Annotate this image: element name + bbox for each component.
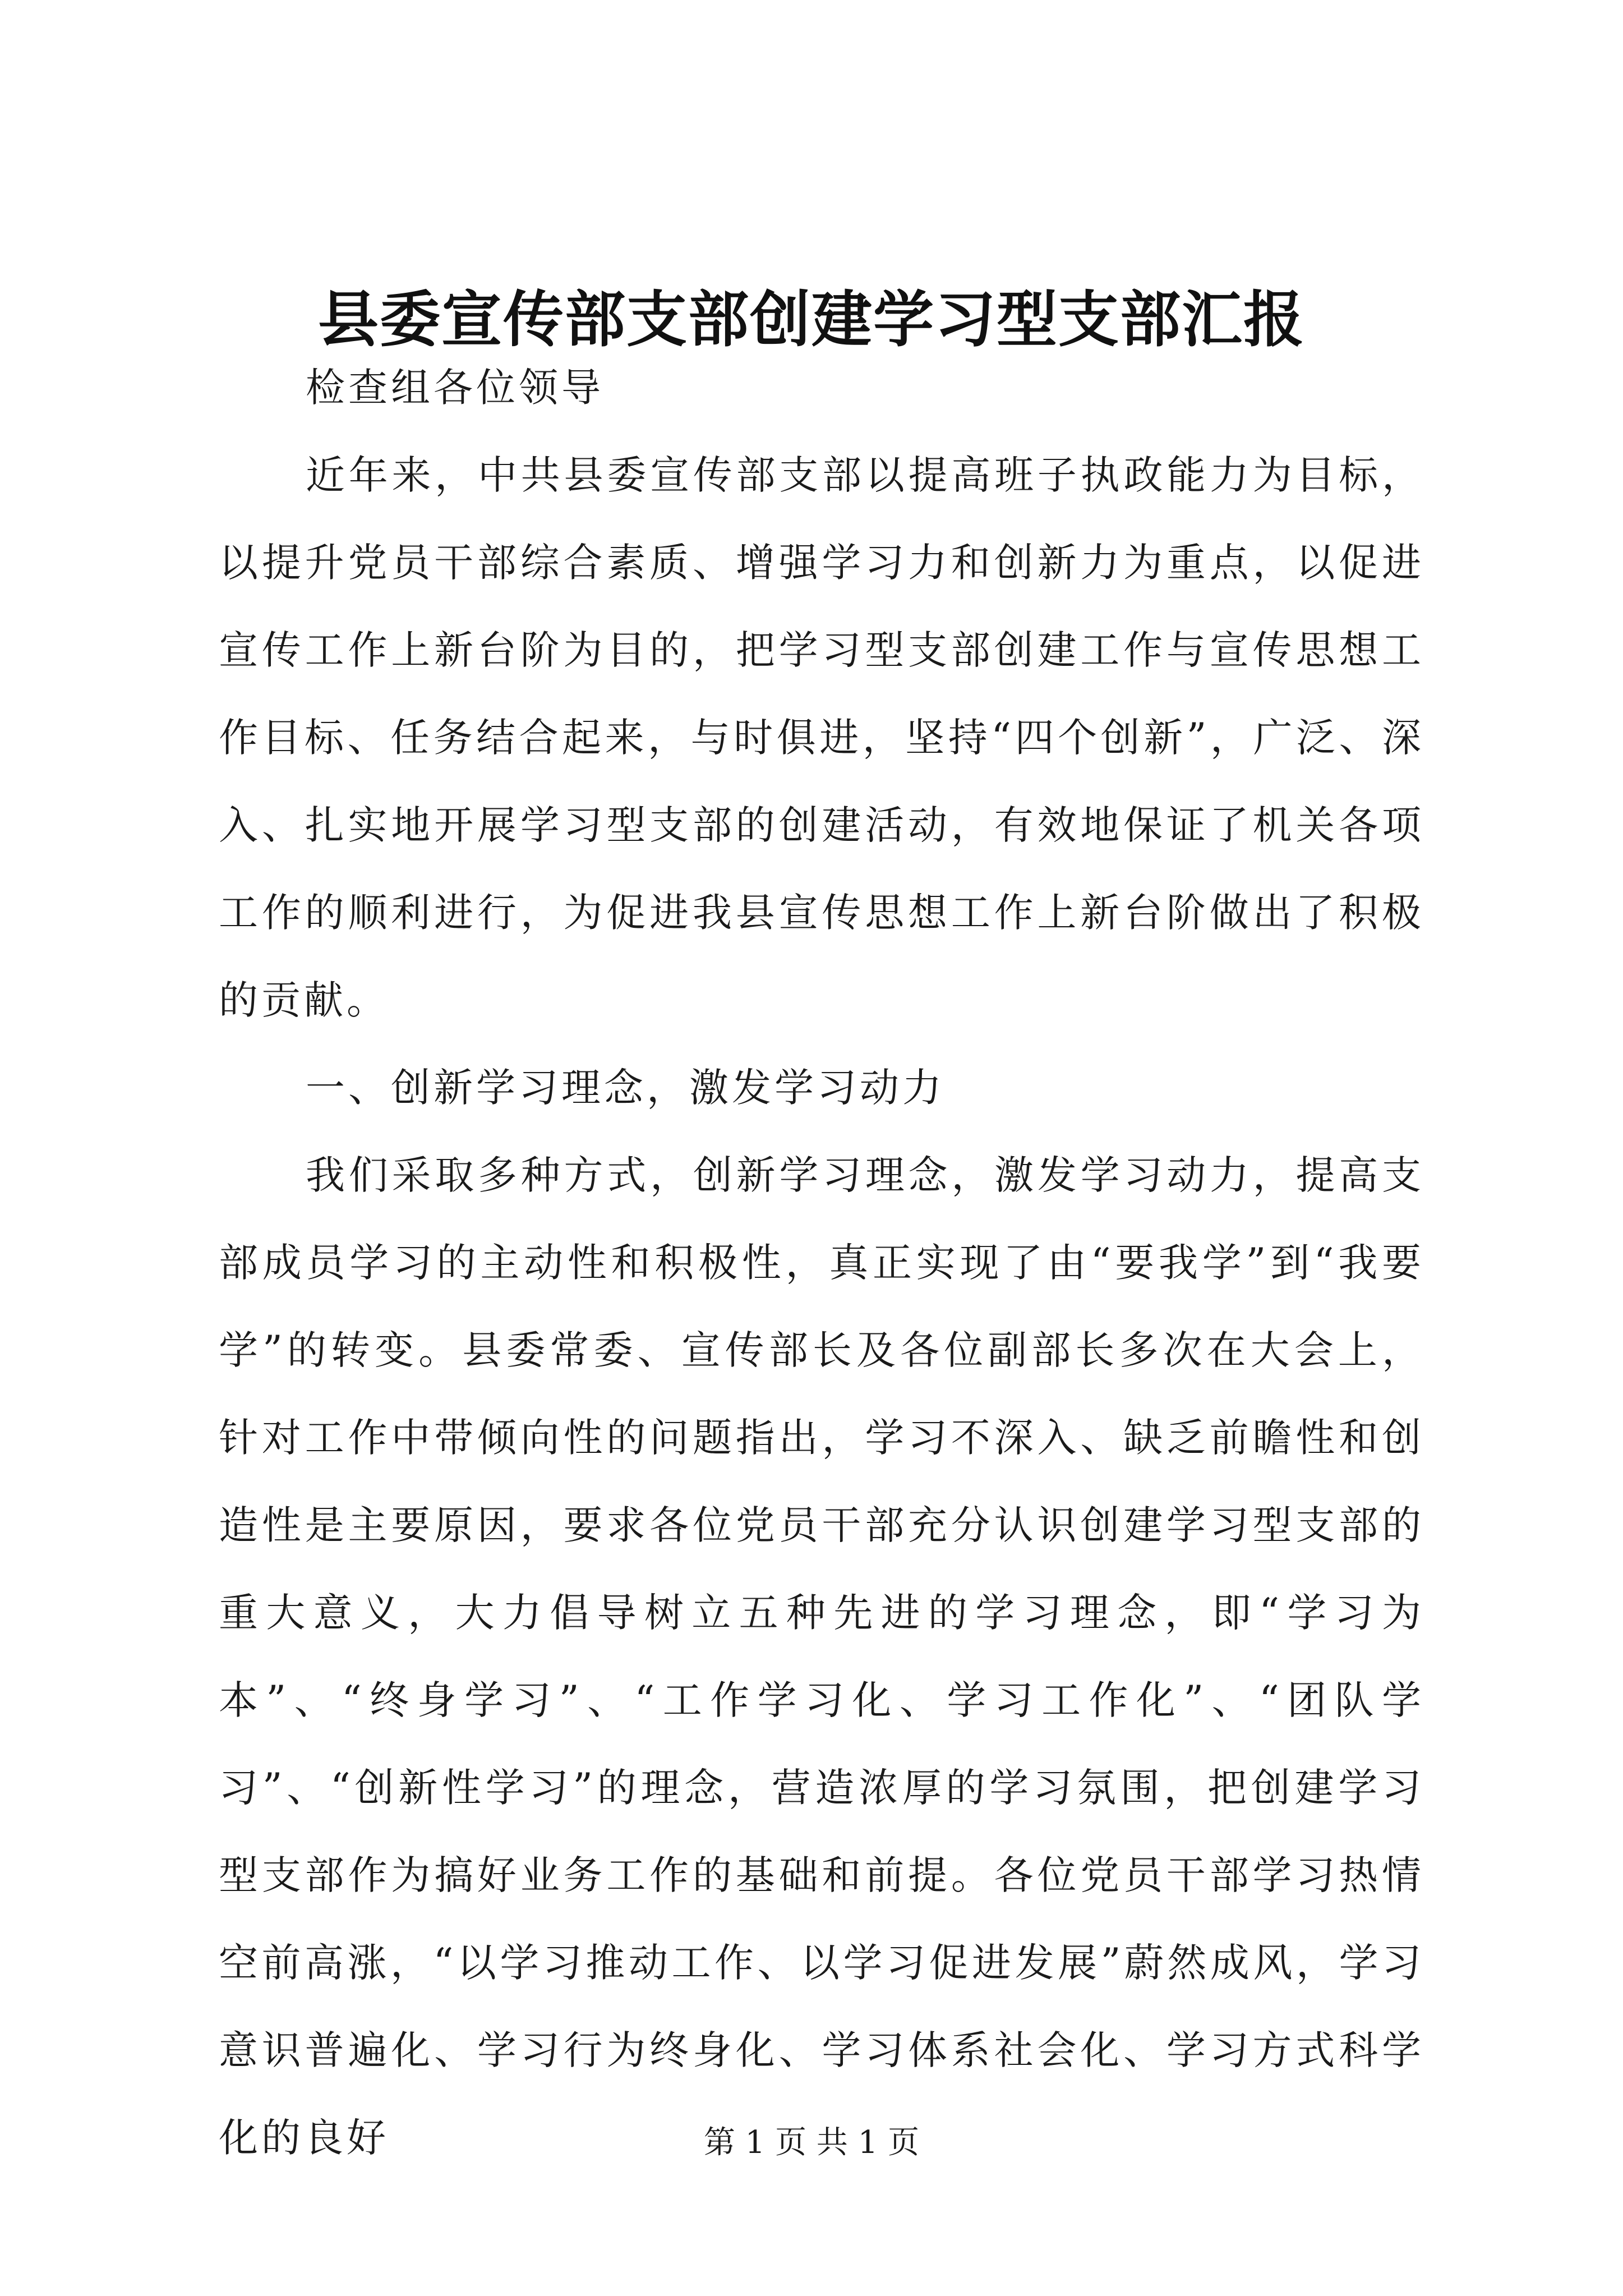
page-number-footer: 第 1 页 共 1 页 <box>703 2124 920 2161</box>
paragraph-section-1: 我们采取多种方式，创新学习理念，激发学习动力，提高支部成员学习的主动性和积极性，真正实现了由“要我学”到“我要学”的转变。县委常委、宣传部长及各位副部长多次在大会上，针对工作中带倾向性的问题指出，学习不深入、缺乏前瞻性和创造性是主要原因，要求各位党员干部充分认识创建学习型支部的重大意义，大力倡导树立五种先进的学习理念，即“学习为本”、“终身学习”、“工作学习化、学习工作化”、“团队学习”、“创新性学习”的理念，营造浓厚的学习氛围，把创建学习型支部作为搞好业务工作的基础和前提。各位党员干部学习热情空前高涨，“以学习推动工作、以学习促进发展”蔚然成风，学习意识普遍化、学习行为终身化、学习体系社会化、学习方式科学化的良好 <box>219 1152 1424 2161</box>
document-title: 县委宣传部支部创建学习型支部汇报 <box>317 284 1305 355</box>
section-heading-1: 一、创新学习理念，激发学习动力 <box>306 1065 945 1111</box>
paragraph-intro: 近年来，中共县委宣传部支部以提高班子执政能力为目标，以提升党员干部综合素质、增强学习力和创新力为重点，以促进宣传工作上新台阶为目的，把学习型支部创建工作与宣传思想工作目标、任务结合起来，与时俱进，坚持“四个创新”，广泛、深入、扎实地开展学习型支部的创建活动，有效地保证了机关各项工作的顺利进行，为促进我县宣传思想工作上新台阶做出了积极的贡献。 <box>219 452 1424 1023</box>
document-body <box>219 344 1424 2182</box>
salutation: 检查组各位领导 <box>306 365 604 411</box>
